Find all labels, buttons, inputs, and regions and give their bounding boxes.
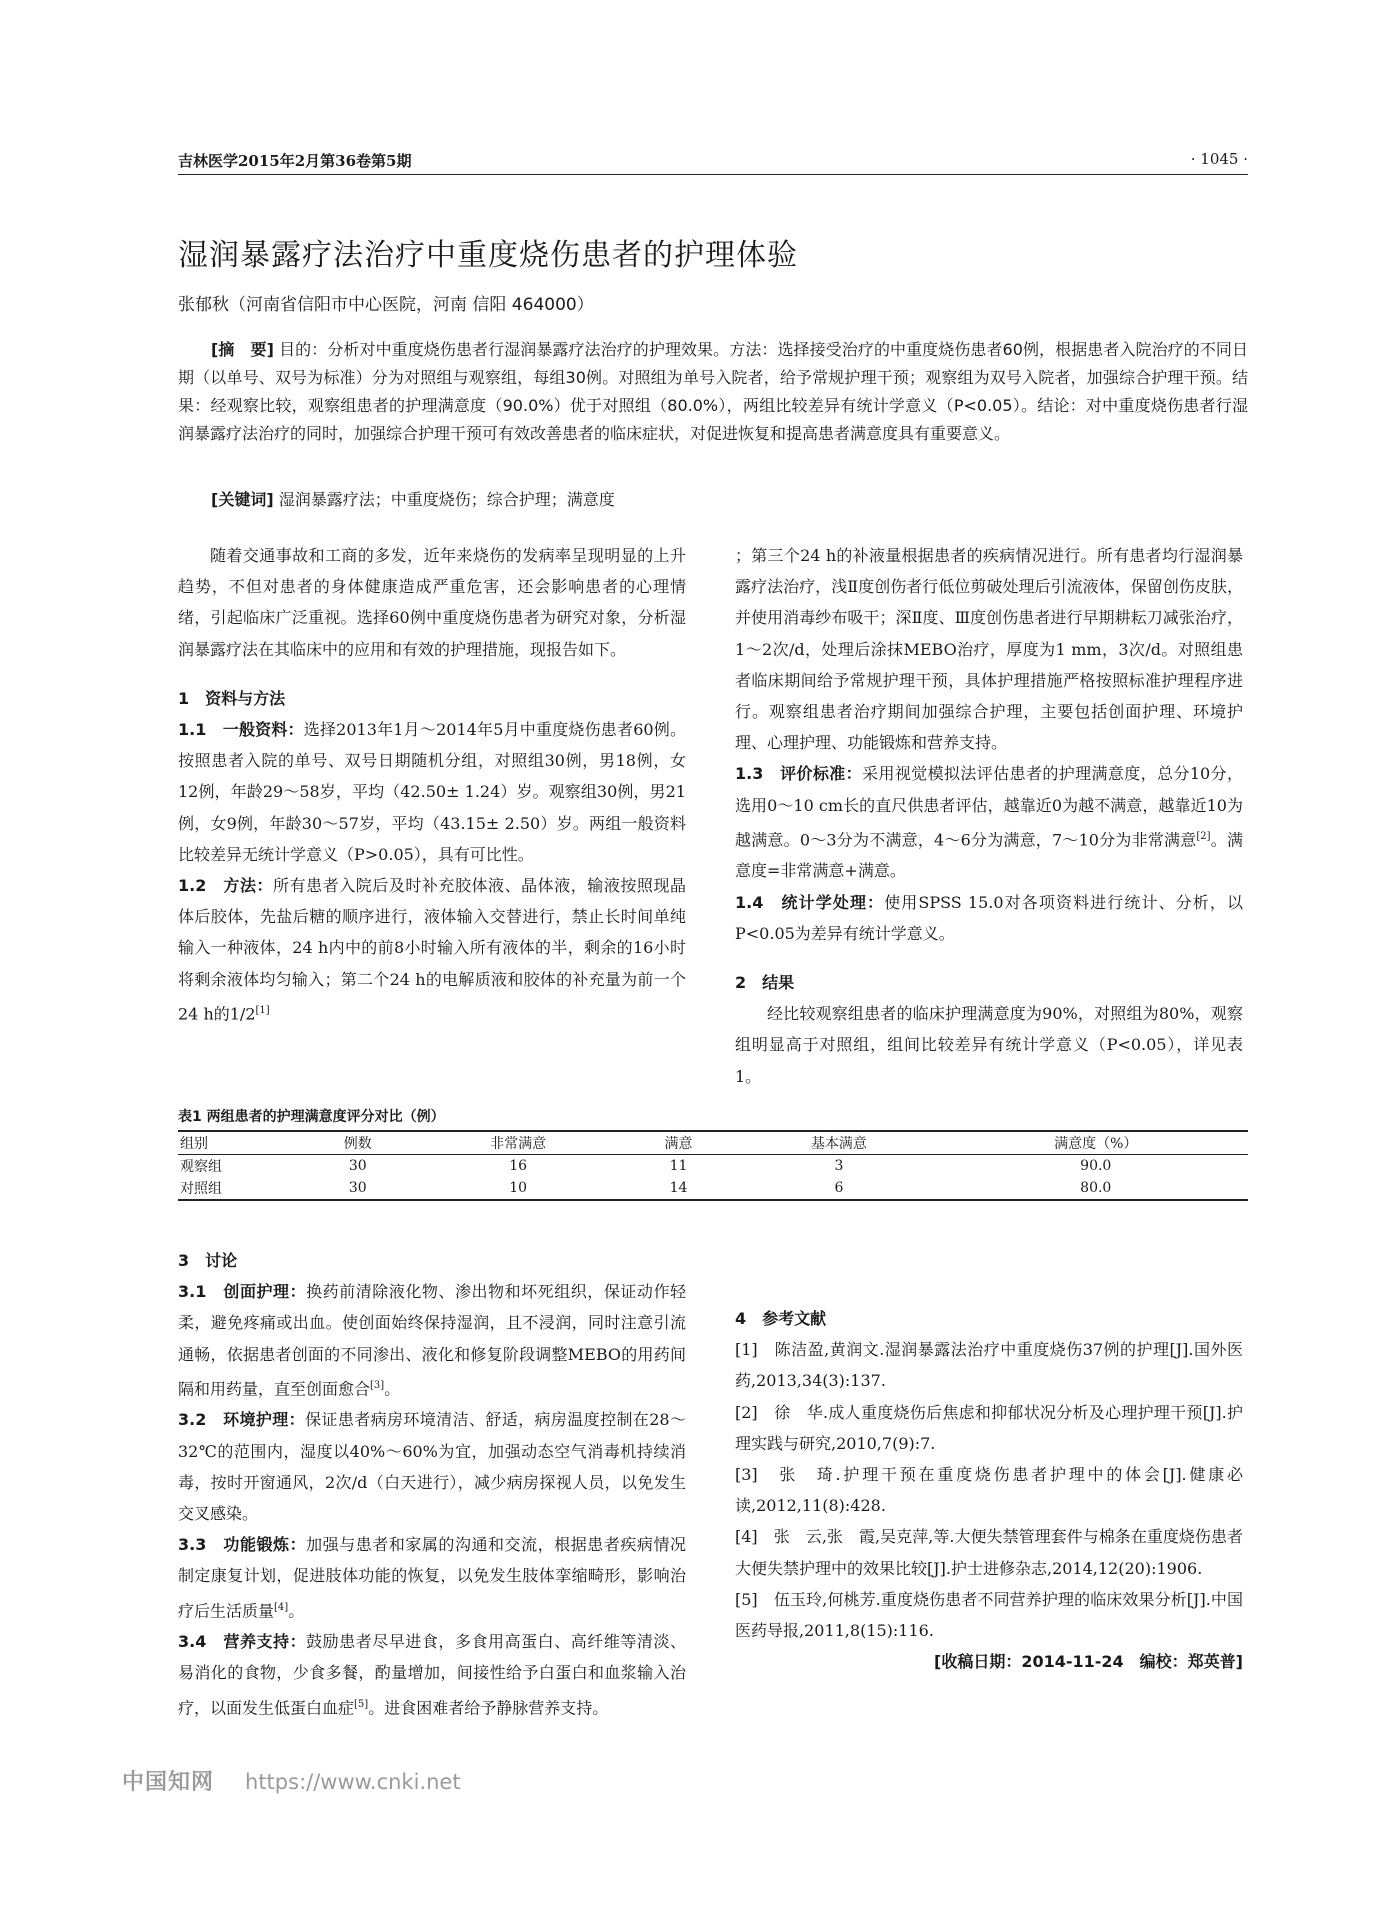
reference-item: [3] 张 琦.护理干预在重度烧伤患者护理中的体会[J].健康必读,2012,11(8):428. [735,1465,1243,1516]
section-3-1-text-b: 。 [384,1379,401,1399]
page-number: · 1045 · [1190,150,1248,168]
table-header-cell: 组别 [180,1136,208,1152]
table-cell: 30 [348,1158,367,1174]
section-3-3-text-b: 。 [288,1600,305,1620]
section-1-3 [735,758,1243,886]
section-1-2-continued: ；第三个24 h的补液量根据患者的疾病情况进行。所有患者均行湿润暴露疗法治疗，浅Ⅱ度创伤者行低位剪破处理后引流液体，保留创伤皮肤，并使用消毒纱布吸干；深Ⅱ度、Ⅲ度创伤患者进行早期耕耘刀减张治疗，1～2次/d，处理后涂抹MEBO治疗，厚度为1 mm，3次/d。对照组患者临床期间给予常规护理干预，具体护理措施严格按照标准护理程序进行。观察组患者治疗期间加强综合护理，主要包括创面护理、环境护理、心理护理、功能锻炼和营养支持。 [735,546,1243,753]
table-header-cell: 非常满意 [490,1136,547,1152]
header-divider [178,174,1248,175]
section-4-heading: 4 参考文献 [735,1309,827,1328]
section-1-2-heading: 1.2 方法： [178,876,274,896]
body-column-left-bottom [178,1245,686,1723]
section-3-2-heading: 3.2 环境护理： [178,1410,306,1430]
section-3-1 [178,1276,686,1404]
body-column-right-top [735,540,1243,1092]
journal-header: 吉林医学2015年2月第36卷第5期 [178,152,412,170]
section-2-text: 经比较观察组患者的临床护理满意度为90%，对照组为80%，观察组明显高于对照组，组间比较差异有统计学意义（P<0.05），详见表1。 [735,1004,1243,1086]
section-1-2 [178,870,686,1029]
table-header-cell: 例数 [343,1136,372,1152]
abstract-text: 目的：分析对中重度烧伤患者行湿润暴露疗法治疗的护理效果。方法：选择接受治疗的中重度烧伤患者60例，根据患者入院治疗的不同日期（以单号、双号为标准）分为对照组与观察组，每组30例。对照组为单号入院者，给予常规护理干预；观察组为双号入院者，加强综合护理干预。结果：经观察比较，观察组患者的护理满意度（90.0%）优于对照组（80.0%），两组比较差异有统计学意义（P<0.05）。结论：对中重度烧伤患者行湿润暴露疗法治疗的同时，加强综合护理干预可有效改善患者的临床症状，对促进恢复和提高患者满意度具有重要意义。 [178,340,1248,443]
section-3-2 [178,1404,686,1529]
satisfaction-table [178,1130,1248,1201]
section-3-4-text-a: 鼓励患者尽早进食，多食用高蛋白、高纤维等清淡、易消化的食物，少食多餐，酌量增加，间接性给予白蛋白和血浆输入治疗，以面发生低蛋白血症 [178,1632,686,1717]
body-column-right-bottom [735,1245,1243,1677]
section-1-4-heading: 1.4 统计学处理： [735,892,885,912]
author-affiliation: 张郁秋（河南省信阳市中心医院，河南 信阳 464000） [178,295,594,315]
body-column-left-top [178,540,686,1029]
cnki-brand: 中国知网 [122,1770,215,1795]
citation-1: [1] [255,1004,270,1016]
table-header-row [178,1131,1248,1155]
reference-item: [1] 陈洁盈,黄润文.湿润暴露法治疗中重度烧伤37例的护理[J].国外医药,2013,34(3):137. [735,1340,1243,1391]
keywords-label: [关键词] [211,490,274,509]
section-1-3-text-b: 。满意度=非常满意+满意。 [735,830,1243,881]
reference-item: [5] 伍玉玲,何桃芳.重度烧伤患者不同营养护理的临床效果分析[J].中国医药导报,2011,8(15):116. [735,1589,1243,1641]
abstract [178,336,1248,448]
section-1-1-text: 选择2013年1月～2014年5月中重度烧伤患者60例。按照患者入院的单号、双号日期随机分组，对照组30例，男18例，女12例，年龄29～58岁，平均（42.50± 1.24）岁。观察组30例，男21例，女9例，年龄30～57岁，平均（43.15± 2.50）岁。两组一般资料比较差异无统计学意义（P>0.05），具有可比性。 [178,720,686,864]
abstract-label: [摘 要] [211,340,274,359]
received-date: [收稿日期：2014-11-24 编校：郑英普] [934,1652,1243,1672]
table-header-cell: 满意 [664,1136,693,1152]
table-cell: 6 [834,1180,844,1196]
section-3-3 [178,1529,686,1626]
table-cell: 30 [348,1180,367,1196]
section-3-1-heading: 3.1 创面护理： [178,1282,307,1302]
reference-item: [4] 张 云,张 霞,吴克萍,等.大便失禁管理套件与棉条在重度烧伤患者大便失禁护理中的效果比较[J].护士进修杂志,2014,12(20):1906. [735,1527,1243,1578]
table-cell: 11 [669,1158,688,1174]
table-cell: 10 [509,1180,528,1196]
table-header-cell: 满意度（%） [1054,1136,1138,1152]
table-caption: 表1 两组患者的护理满意度评分对比（例） [178,1109,445,1125]
section-3-2-text: 保证患者病房环境清洁、舒适，病房温度控制在28～32℃的范围内，湿度以40%～60%为宜，加强动态空气消毒机持续消毒，按时开窗通风，2次/d（白天进行），减少病房探视人员，以免发生交叉感染。 [178,1410,686,1523]
table-cell: 观察组 [180,1159,222,1175]
citation-3: [3] [370,1379,385,1391]
table-header-cell: 基本满意 [810,1136,867,1152]
section-3-3-text-a: 加强与患者和家属的沟通和交流，根据患者疾病情况制定康复计划，促进肢体功能的恢复，以免发生肢体挛缩畸形，影响治疗后生活质量 [178,1535,686,1620]
table-row [178,1177,1248,1200]
table-cell: 14 [669,1180,688,1196]
table-row [178,1155,1248,1178]
intro-paragraph: 随着交通事故和工商的多发，近年来烧伤的发病率呈现明显的上升趋势，不但对患者的身体健康造成严重危害，还会影响患者的心理情绪，引起临床广泛重视。选择60例中重度烧伤患者为研究对象，分析湿润暴露疗法在其临床中的应用和有效的护理措施，现报告如下。 [178,546,686,659]
section-3-4-heading: 3.4 营养支持： [178,1632,307,1652]
citation-5: [5] [354,1698,369,1710]
citation-4: [4] [274,1601,289,1613]
spacer [735,1245,1243,1285]
reference-item: [2] 徐 华.成人重度烧伤后焦虑和抑郁状况分析及心理护理干预[J].护理实践与研究,2010,7(9):7. [735,1402,1243,1453]
cnki-watermark [122,1765,461,1796]
citation-2: [2] [1196,830,1211,842]
section-2-heading: 2 结果 [735,972,795,992]
section-3-heading: 3 讨论 [178,1251,238,1270]
table-cell: 16 [509,1158,528,1174]
article-title: 湿润暴露疗法治疗中重度烧伤患者的护理体验 [178,238,798,273]
section-1-3-heading: 1.3 评价标准： [735,764,863,784]
table-cell: 80.0 [1080,1180,1112,1196]
section-3-3-heading: 3.3 功能锻炼： [178,1535,307,1555]
section-3-4-text-b: 。进食困难者给予静脉营养支持。 [368,1697,609,1717]
section-3-4 [178,1626,686,1723]
section-1-3-text-a: 采用视觉模拟法评估患者的护理满意度，总分10分，选用0～10 cm长的直尺供患者评估，越靠近0为越不满意，越靠近10为越满意。0～3分为不满意，4～6分为满意，7～10分为非常满意 [735,764,1243,850]
section-1-2-text-a: 所有患者入院后及时补充胶体液、晶体液，输液按照现晶体后胶体，先盐后糖的顺序进行，液体输入交替进行，禁止长时间单纯输入一种液体，24 h内中的前8小时输入所有液体的半，剩余的16小时将剩余液体均匀输入；第二个24 h的电解质液和胶体的补充量为前一个24 h的1/2 [178,876,686,1024]
section-3-1-text-a: 换药前清除液化物、渗出物和坏死组织，保证动作轻柔，避免疼痛或出血。使创面始终保持湿润，且不浸润，同时注意引流通畅，依据患者创面的不同渗出、液化和修复阶段调整MEBO的用药间隔和用药量，直至创面愈合 [178,1282,686,1399]
section-1-heading: 1 资料与方法 [178,688,286,708]
cnki-url[interactable]: https://www.cnki.net [245,1770,461,1794]
section-1-4-text: 使用SPSS 15.0对各项资料进行统计、分析，以P<0.05为差异有统计学意义。 [735,892,1243,943]
table-cell: 对照组 [180,1181,222,1197]
table-cell: 90.0 [1080,1158,1112,1174]
keywords-text: 湿润暴露疗法；中重度烧伤；综合护理；满意度 [278,490,615,509]
section-1-1-heading: 1.1 一般资料： [178,720,304,740]
section-1-4 [735,887,1243,949]
table-cell: 3 [834,1158,844,1174]
table-1 [178,1106,1248,1201]
section-1-1 [178,714,686,870]
keywords [211,486,1248,514]
